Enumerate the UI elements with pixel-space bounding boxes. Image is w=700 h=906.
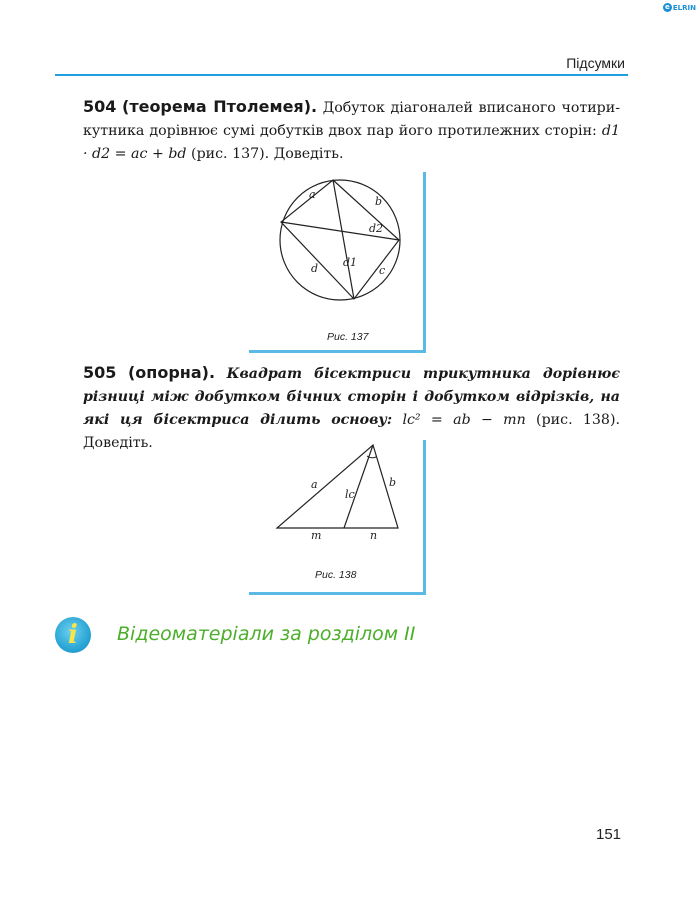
publisher-logo [663, 3, 696, 12]
label-b: b [389, 476, 397, 489]
diagonal-d1 [333, 180, 354, 299]
label-n: n [370, 529, 378, 542]
label-c: c [379, 264, 386, 277]
problem-504-text-end: (рис. 137). Доведіть. [191, 146, 344, 162]
section-title: Підсумки [566, 55, 625, 71]
figure-138-border-bottom [249, 592, 426, 595]
label-lc: lc [345, 488, 355, 501]
page-number: 151 [596, 826, 622, 843]
header-divider [55, 74, 628, 76]
problem-505-text-end: (рис. 138). Доведіть. [83, 412, 620, 451]
label-d2: d2 [369, 222, 384, 235]
figure-137 [249, 172, 424, 352]
label-a: a [309, 188, 316, 201]
problem-505-number: 505 [83, 363, 117, 382]
problem-505-title: (опорна). [127, 363, 216, 382]
triangle [277, 445, 398, 528]
video-materials-link[interactable]: Відеоматеріали за розділом II [117, 623, 416, 645]
label-b: b [375, 195, 383, 208]
problem-504-formula: d1 · d2 = ac + bd [83, 123, 620, 162]
figure-137-caption: Рис. 137 [327, 331, 369, 343]
problem-504-text: Добуток діагоналей вписаного чотирикутника дорівнює сумі добутків двох пар його протилежних сторін: [83, 100, 621, 139]
logo-text: ELRIN [672, 3, 696, 12]
problem-504 [83, 95, 620, 166]
figure-138 [249, 440, 424, 592]
label-a: a [311, 478, 318, 491]
label-m: m [311, 529, 322, 542]
info-icon[interactable]: i [55, 617, 91, 653]
logo-e-icon: e [663, 3, 672, 12]
problem-505-formula: lc² = ab − mn [402, 412, 526, 428]
label-d1: d1 [343, 256, 358, 269]
problem-504-number: 504 [83, 97, 117, 116]
label-d: d [311, 262, 319, 275]
problem-504-title: (теорема Птолемея). [122, 97, 318, 116]
problem-505-statement: Квадрат бісектриси трикутника дорівнює різниці між добутком бічних сторін і добутком відрізків, на які ця бісектриса ділить основу: [83, 366, 620, 428]
figure-138-caption: Рис. 138 [315, 569, 357, 581]
